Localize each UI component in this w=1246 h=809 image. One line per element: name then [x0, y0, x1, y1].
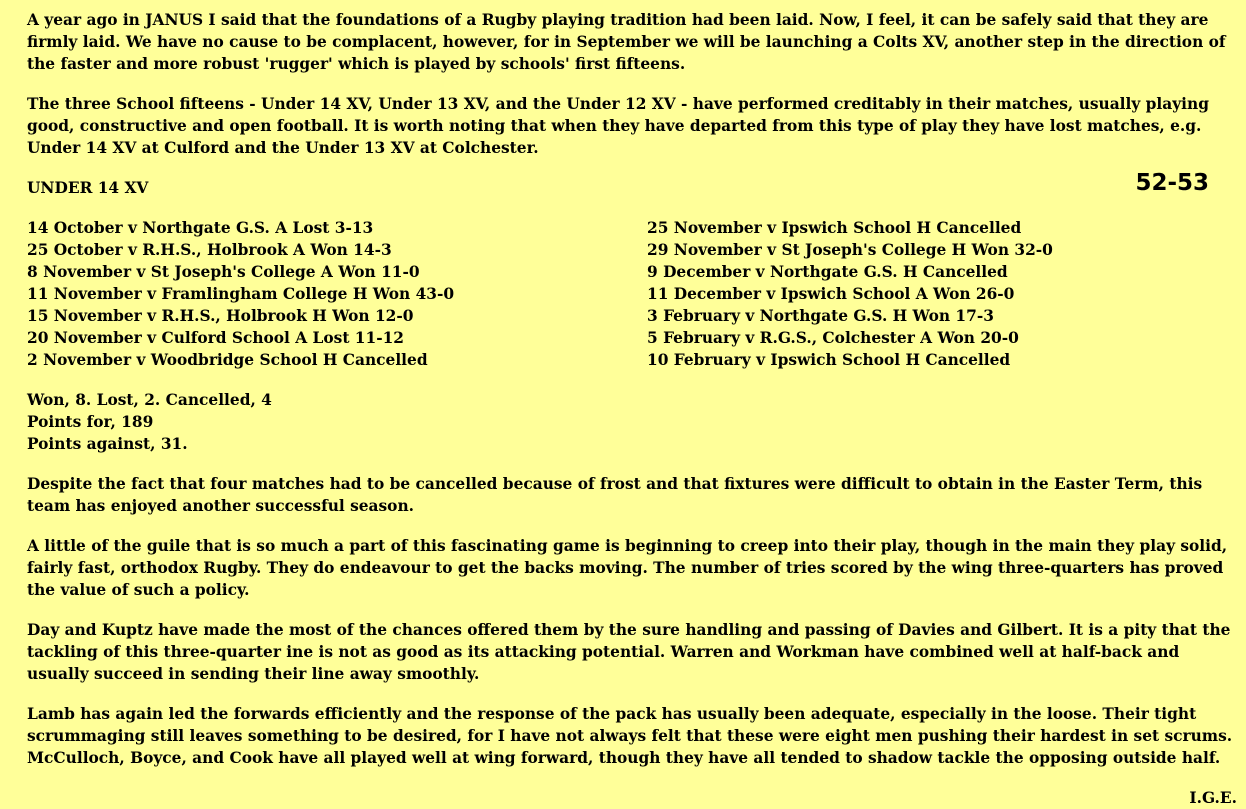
fixture-item: 5 February v R.G.S., Colchester A Won 20-0 [647, 329, 1019, 347]
summary-points-against: Points against, 31. [27, 435, 188, 453]
fixture-item: 3 February v Northgate G.S. H Won 17-3 [647, 307, 994, 325]
author-signature: I.G.E. [1189, 789, 1237, 807]
fixture-item: 15 November v R.H.S., Holbrook H Won 12-0 [27, 307, 414, 325]
summary-points-for: Points for, 189 [27, 413, 154, 431]
intro-paragraph-1: A year ago in JANUS I said that the foundations of a Rugby playing tradition had been laid. Now, I feel, it can be safely said that they are firmly laid. We have no cause to be complacent, however, for in September we will be launching a Colts XV, another step in the direction of the faster and more robust 'rugger' which is played by schools' first fifteens. [27, 11, 1226, 73]
body-paragraph-4: Lamb has again led the forwards efficiently and the response of the pack has usually been adequate, especially in the loose. Their tight scrummaging still leaves something to be desired, for I have not always felt that these were eight men pushing their hardest in set scrums. McCulloch, Boyce, and Cook have all played well at wing forward, though they have all tended to shadow tackle the opposing outside half. [27, 705, 1233, 767]
summary-record: Won, 8. Lost, 2. Cancelled, 4 [27, 391, 272, 409]
fixture-item: 20 November v Culford School A Lost 11-12 [27, 329, 405, 347]
fixture-item: 10 February v Ipswich School H Cancelled [647, 351, 1011, 369]
fixture-item: 25 November v Ipswich School H Cancelled [647, 219, 1022, 237]
body-paragraph-3: Day and Kuptz have made the most of the chances offered them by the sure handling and passing of Davies and Gilbert. It is a pity that the tackling of this three-quarter ine is not as good as its attacking potential. Warren and Workman have combined well at half-back and usually succeed in sending their line away smoothly. [27, 621, 1231, 683]
fixture-item: 11 December v Ipswich School A Won 26-0 [647, 285, 1015, 303]
fixtures-list [27, 217, 1237, 371]
section-heading-row [27, 170, 1237, 199]
fixtures-column-left [27, 217, 647, 371]
fixture-item: 25 October v R.H.S., Holbrook A Won 14-3 [27, 241, 392, 259]
season-summary [27, 389, 1237, 455]
intro-paragraph-2: The three School fifteens - Under 14 XV, Under 13 XV, and the Under 12 XV - have performed creditably in their matches, usually playing good, constructive and open football. It is worth noting that when they have departed from this type of play they have lost matches, e.g. Under 14 XV at Culford and the Under 13 XV at Colchester. [27, 95, 1209, 157]
section-heading: UNDER 14 XV [27, 179, 149, 197]
fixture-item: 11 November v Framlingham College H Won 43-0 [27, 285, 455, 303]
season-label: 52-53 [1135, 170, 1209, 196]
article [27, 9, 1237, 809]
body-paragraph-1: Despite the fact that four matches had to be cancelled because of frost and that fixtures were difficult to obtain in the Easter Term, this team has enjoyed another successful season. [27, 475, 1203, 515]
fixture-item: 14 October v Northgate G.S. A Lost 3-13 [27, 219, 374, 237]
fixtures-column-right [647, 217, 1237, 371]
fixture-item: 29 November v St Joseph's College H Won 32-0 [647, 241, 1053, 259]
fixture-item: 8 November v St Joseph's College A Won 11-0 [27, 263, 420, 281]
fixture-item: 2 November v Woodbridge School H Cancelled [27, 351, 428, 369]
fixture-item: 9 December v Northgate G.S. H Cancelled [647, 263, 1008, 281]
body-paragraph-2: A little of the guile that is so much a part of this fascinating game is beginning to creep into their play, though in the main they play solid, fairly fast, orthodox Rugby. They do endeavour to get the backs moving. The number of tries scored by the wing three-quarters has proved the value of such a policy. [27, 537, 1228, 599]
